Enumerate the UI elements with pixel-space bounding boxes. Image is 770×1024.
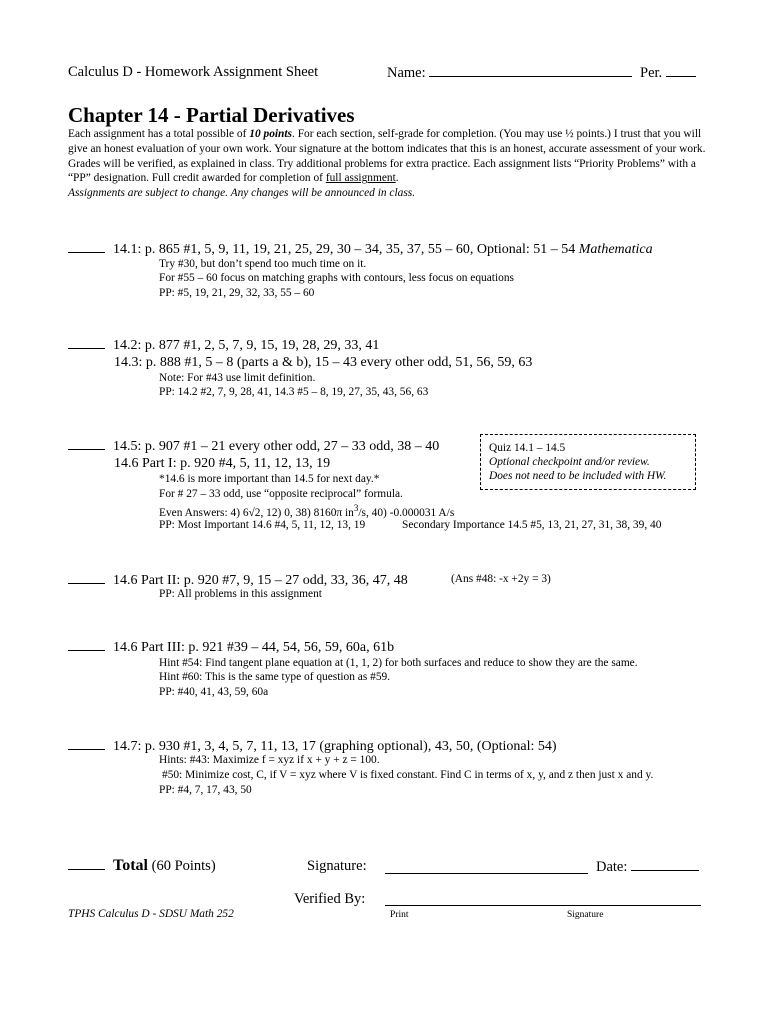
grade-blank[interactable] xyxy=(68,336,105,349)
quiz-note: Optional checkpoint and/or review. xyxy=(489,456,650,468)
signature-label: Signature: xyxy=(307,858,367,874)
section-14-6-part-1: 14.6 Part I: p. 920 #4, 5, 11, 12, 13, 19 xyxy=(114,456,331,471)
signature-small-label: Signature xyxy=(567,910,604,920)
name-blank[interactable] xyxy=(429,64,632,77)
grade-blank[interactable] xyxy=(68,737,105,750)
section-14-1: 14.1: p. 865 #1, 5, 9, 11, 19, 21, 25, 29, 30 – 34, 35, 37, 55 – 60, Optional: 51 – 54 Mathematica xyxy=(68,240,653,258)
section-14-7: 14.7: p. 930 #1, 3, 4, 5, 7, 11, 13, 17 (graphing optional), 43, 50, (Optional: 54) xyxy=(68,737,557,755)
intro-paragraph: Each assignment has a total possible of 10 points. For each section, self-grade for completion. (You may use ½ points.) I trust that you will give an honest evaluation of your own work. Your signature at the bottom indicates that this is an honest, accurate assessment of your work. Grades will be verified, as explained in class. Try additional problems for extra practice. Each assignment lists “Priority Problems” with a “PP” designation. Full credit awarded for completion of full assignment. Assignments are subject to change. Any changes will be announced in class. xyxy=(68,128,706,200)
section-14-2: 14.2: p. 877 #1, 2, 5, 7, 9, 15, 19, 28, 29, 33, 41 xyxy=(68,336,379,354)
date-field[interactable] xyxy=(596,858,699,876)
signature-line[interactable] xyxy=(385,857,588,874)
total-label: Total xyxy=(113,857,148,874)
answer-note: (Ans #48: -x +2y = 3) xyxy=(451,573,551,585)
section-14-5: 14.5: p. 907 #1 – 21 every other odd, 27 – 33 odd, 38 – 40 xyxy=(68,437,439,455)
priority-problems: PP: #5, 19, 21, 29, 32, 33, 55 – 60 xyxy=(159,287,315,299)
grade-blank[interactable] xyxy=(68,571,105,584)
note: *14.6 is more important than 14.5 for next day.* xyxy=(159,473,380,485)
period-field[interactable] xyxy=(640,64,696,82)
verified-label: Verified By: xyxy=(294,891,366,907)
hint: Hint #54: Find tangent plane equation at (1, 1, 2) for both surfaces and reduce to show they are the same. xyxy=(159,657,638,669)
even-answers: Even Answers: 4) 6√2, 12) 0, 38) 8160π $in^3/s$, 40) -0.000031 A/s xyxy=(159,503,455,519)
note: Try #30, but don’t spend too much time on it. xyxy=(159,258,367,270)
grade-blank[interactable] xyxy=(68,240,105,253)
period-blank[interactable] xyxy=(666,64,696,77)
course-title: Calculus D - Homework Assignment Sheet xyxy=(68,64,319,80)
page-title: Chapter 14 - Partial Derivatives xyxy=(68,103,355,127)
hint: Hints: #43: Maximize f = xyz if x + y + z = 100. xyxy=(159,754,380,766)
hint: Hint #60: This is the same type of question as #59. xyxy=(159,671,391,683)
section-14-3: 14.3: p. 888 #1, 5 – 8 (parts a & b), 15 – 43 every other odd, 51, 56, 59, 63 xyxy=(114,355,533,370)
priority-problems: PP: #4, 7, 17, 43, 50 xyxy=(159,784,252,796)
note: Note: For #43 use limit definition. xyxy=(159,372,316,384)
total-row xyxy=(68,857,216,875)
quiz-title: Quiz 14.1 – 14.5 xyxy=(489,442,566,454)
name-field[interactable] xyxy=(387,64,632,82)
priority-problems-secondary: Secondary Importance 14.5 #5, 13, 21, 27, 31, 38, 39, 40 xyxy=(402,519,662,531)
total-points: (60 Points) xyxy=(151,858,216,874)
date-blank[interactable] xyxy=(631,858,699,871)
priority-problems: PP: #40, 41, 43, 59, 60a xyxy=(159,686,269,698)
note: For # 27 – 33 odd, use “opposite reciprocal” formula. xyxy=(159,488,403,500)
course-footer: TPHS Calculus D - SDSU Math 252 xyxy=(68,908,234,920)
name-label: Name: xyxy=(387,65,426,81)
period-label: Per. xyxy=(640,65,663,81)
grade-blank[interactable] xyxy=(68,638,105,651)
quiz-note: Does not need to be included with HW. xyxy=(489,470,667,482)
note: For #55 – 60 focus on matching graphs with contours, less focus on equations xyxy=(159,272,514,284)
verified-line[interactable] xyxy=(385,889,701,906)
grade-blank[interactable] xyxy=(68,437,105,450)
priority-problems: PP: All problems in this assignment xyxy=(159,588,322,600)
priority-problems: PP: 14.2 #2, 7, 9, 28, 41, 14.3 #5 – 8, 19, 27, 35, 43, 56, 63 xyxy=(159,386,429,398)
section-14-6-part-3: 14.6 Part III: p. 921 #39 – 44, 54, 56, 59, 60a, 61b xyxy=(68,638,394,656)
print-label: Print xyxy=(390,910,409,920)
priority-problems: PP: Most Important 14.6 #4, 5, 11, 12, 13, 19 xyxy=(159,519,366,531)
section-14-6-part-2: 14.6 Part II: p. 920 #7, 9, 15 – 27 odd, 33, 36, 47, 48 xyxy=(68,571,408,589)
total-blank[interactable] xyxy=(68,857,105,870)
quiz-callout xyxy=(480,434,696,490)
date-label: Date: xyxy=(596,859,628,875)
hint: #50: Minimize cost, C, if V = xyz where V is fixed constant. Find C in terms of x, y, and z then just x and y. xyxy=(162,769,654,781)
